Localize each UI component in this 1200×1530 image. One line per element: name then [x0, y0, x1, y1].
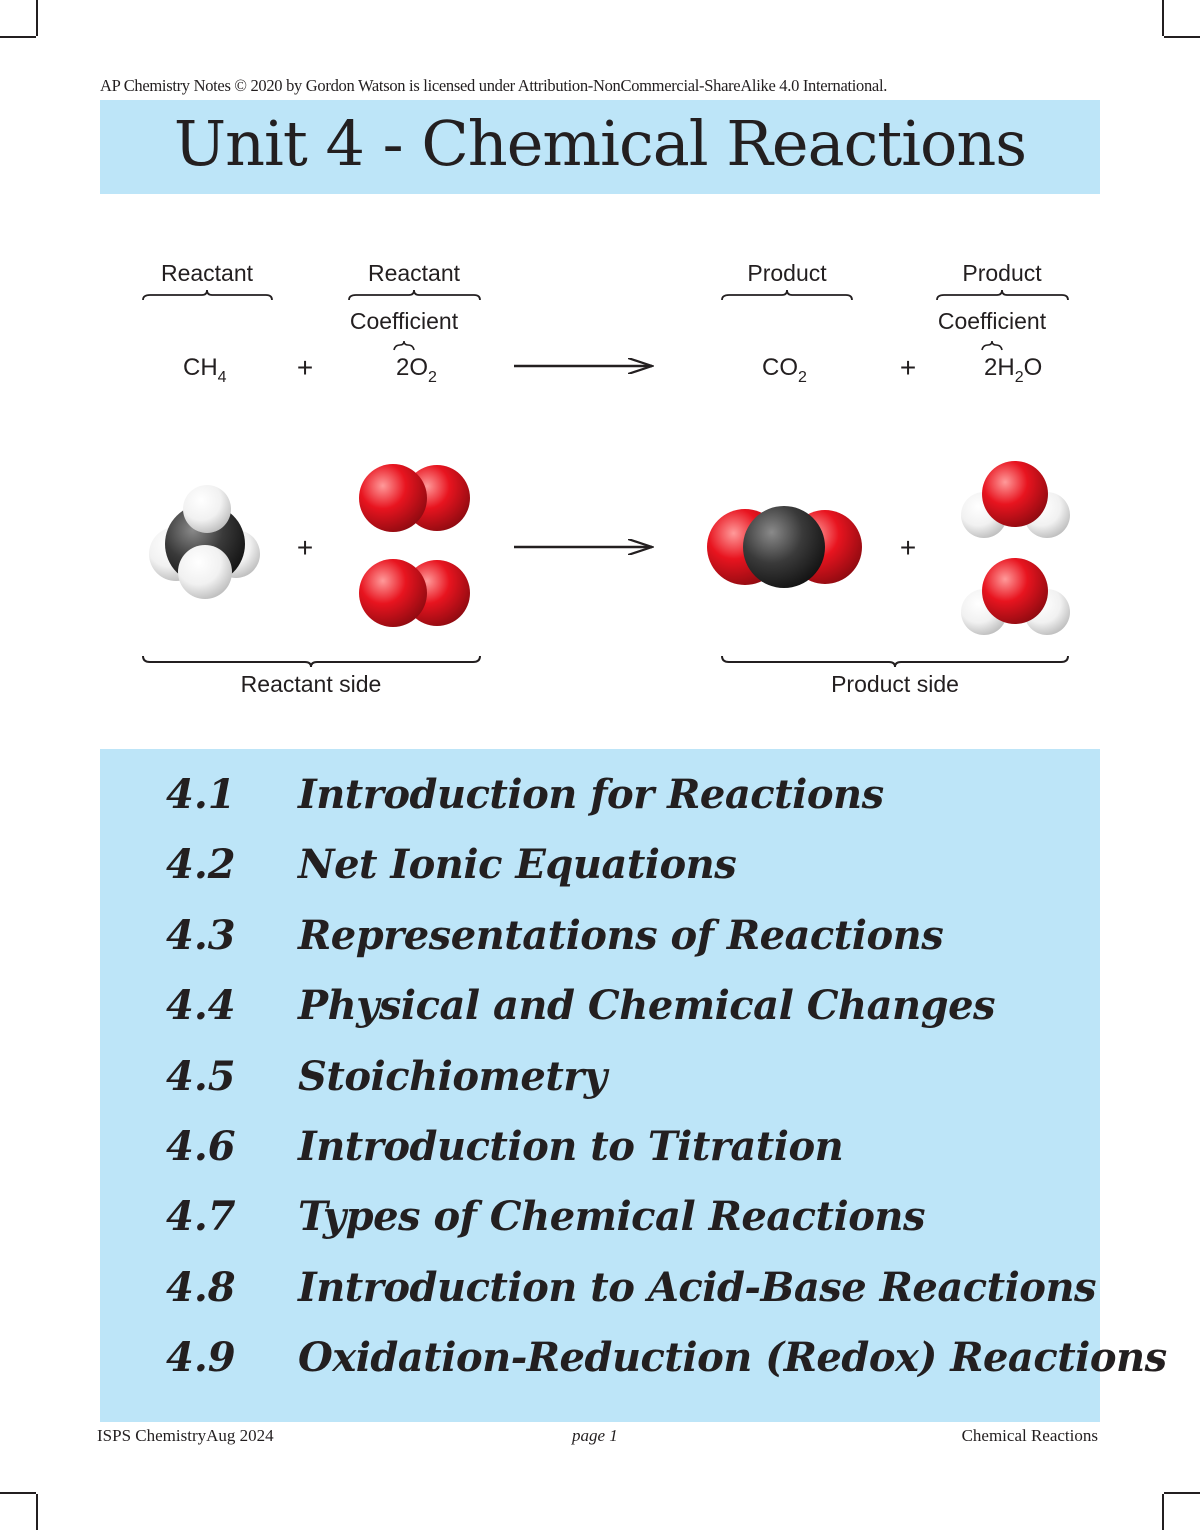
formula-o2-base: O	[409, 354, 429, 381]
label-coefficient-1: Coefficient	[349, 308, 459, 334]
toc-title: Stoichiometry	[298, 1053, 607, 1100]
oxygen-atom	[359, 559, 427, 627]
formula-ch4-base: CH	[183, 354, 218, 381]
toc-number: 4.4	[166, 982, 236, 1029]
footer-page-number: page 1	[572, 1426, 618, 1445]
formula-co2-base: CO	[762, 354, 798, 381]
formula-h2o-sub: 2	[1014, 369, 1024, 386]
toc-title: Introduction for Reactions	[298, 771, 884, 818]
carbon-dioxide-molecule	[707, 506, 862, 588]
toc-number: 4.5	[166, 1053, 236, 1100]
toc-title: Introduction to Titration	[298, 1123, 844, 1170]
toc-item[interactable]	[100, 841, 1100, 901]
brace-reactant-2	[349, 290, 480, 300]
formula-h2o	[984, 354, 1042, 386]
crop-mark	[0, 1492, 36, 1494]
methane-molecule	[149, 485, 260, 599]
plus-sign: +	[899, 352, 917, 383]
toc-title: Types of Chemical Reactions	[298, 1193, 925, 1240]
oxygen-molecule	[359, 559, 470, 627]
toc-item[interactable]	[100, 1053, 1100, 1113]
hydrogen-atom	[183, 485, 231, 533]
water-molecule	[961, 558, 1070, 635]
crop-mark	[1162, 1494, 1164, 1530]
brace-coefficient-2	[982, 341, 1002, 350]
toc-title: Oxidation-Reduction (Redox) Reactions	[298, 1334, 1167, 1381]
brace-product-side	[722, 656, 1068, 667]
formula-co2	[762, 354, 807, 386]
brace-reactant-side	[143, 656, 480, 667]
toc-item[interactable]	[100, 771, 1100, 831]
brace-coefficient-1	[394, 341, 414, 350]
toc-number: 4.2	[166, 841, 236, 888]
label-product-2: Product	[962, 260, 1042, 286]
plus-sign: +	[296, 532, 314, 563]
toc-item[interactable]	[100, 912, 1100, 972]
water-molecule	[961, 461, 1070, 538]
toc-title: Net Ionic Equations	[298, 841, 737, 888]
crop-mark	[36, 1494, 38, 1530]
formula-co2-sub: 2	[798, 369, 807, 386]
toc-item[interactable]	[100, 1193, 1100, 1253]
label-coefficient-2: Coefficient	[937, 308, 1047, 334]
formula-o2-coef: 2	[396, 354, 410, 381]
label-reactant-2: Reactant	[367, 260, 461, 286]
crop-mark	[0, 36, 36, 38]
toc-item[interactable]	[100, 1334, 1167, 1394]
brace-reactant-1	[143, 290, 272, 300]
formula-o2-sub: 2	[428, 369, 437, 386]
crop-mark	[1164, 36, 1200, 38]
toc-number: 4.7	[166, 1193, 236, 1240]
formula-h2o-coef: 2	[984, 354, 998, 381]
toc-title: Introduction to Acid-Base Reactions	[298, 1264, 1097, 1311]
formula-o2	[396, 354, 437, 386]
toc-item[interactable]	[100, 982, 1100, 1042]
label-product-side: Product side	[831, 671, 959, 697]
page-title: Unit 4 - Chemical Reactions	[173, 107, 1027, 180]
label-product-1: Product	[747, 260, 827, 286]
toc-number: 4.9	[166, 1334, 236, 1381]
hydrogen-atom	[178, 545, 232, 599]
formula-h2o-base1: H	[997, 354, 1015, 381]
footer-right: Chemical Reactions	[961, 1426, 1098, 1445]
toc-number: 4.6	[166, 1123, 236, 1170]
toc-title: Physical and Chemical Changes	[298, 982, 996, 1029]
plus-sign: +	[296, 352, 314, 383]
oxygen-atom	[982, 461, 1048, 527]
toc-number: 4.8	[166, 1264, 236, 1311]
toc-title: Representations of Reactions	[298, 912, 944, 959]
oxygen-atom	[359, 464, 427, 532]
license-line: AP Chemistry Notes © 2020 by Gordon Watson is licensed under Attribution-NonCommercial-ShareAlike 4.0 International.	[100, 76, 888, 95]
label-reactant-1: Reactant	[160, 260, 254, 286]
toc-number: 4.1	[166, 771, 236, 818]
toc-item[interactable]	[100, 1264, 1100, 1324]
formula-ch4-sub: 4	[217, 369, 227, 386]
footer-left: ISPS ChemistryAug 2024	[97, 1426, 274, 1445]
toc-number: 4.3	[166, 912, 236, 959]
crop-mark	[1164, 1492, 1200, 1494]
formula-h2o-base2: O	[1023, 354, 1043, 381]
label-reactant-side: Reactant side	[240, 671, 382, 697]
oxygen-atom	[982, 558, 1048, 624]
plus-sign: +	[899, 532, 917, 563]
title-band	[100, 100, 1100, 194]
brace-product-2	[937, 290, 1068, 300]
reaction-diagram	[0, 240, 1200, 720]
crop-mark	[1162, 0, 1164, 36]
brace-product-1	[722, 290, 852, 300]
toc-item[interactable]	[100, 1123, 1100, 1183]
formula-ch4	[183, 354, 227, 386]
table-of-contents	[100, 749, 1167, 1422]
oxygen-molecule	[359, 464, 470, 532]
carbon-atom	[743, 506, 825, 588]
crop-mark	[36, 0, 38, 36]
